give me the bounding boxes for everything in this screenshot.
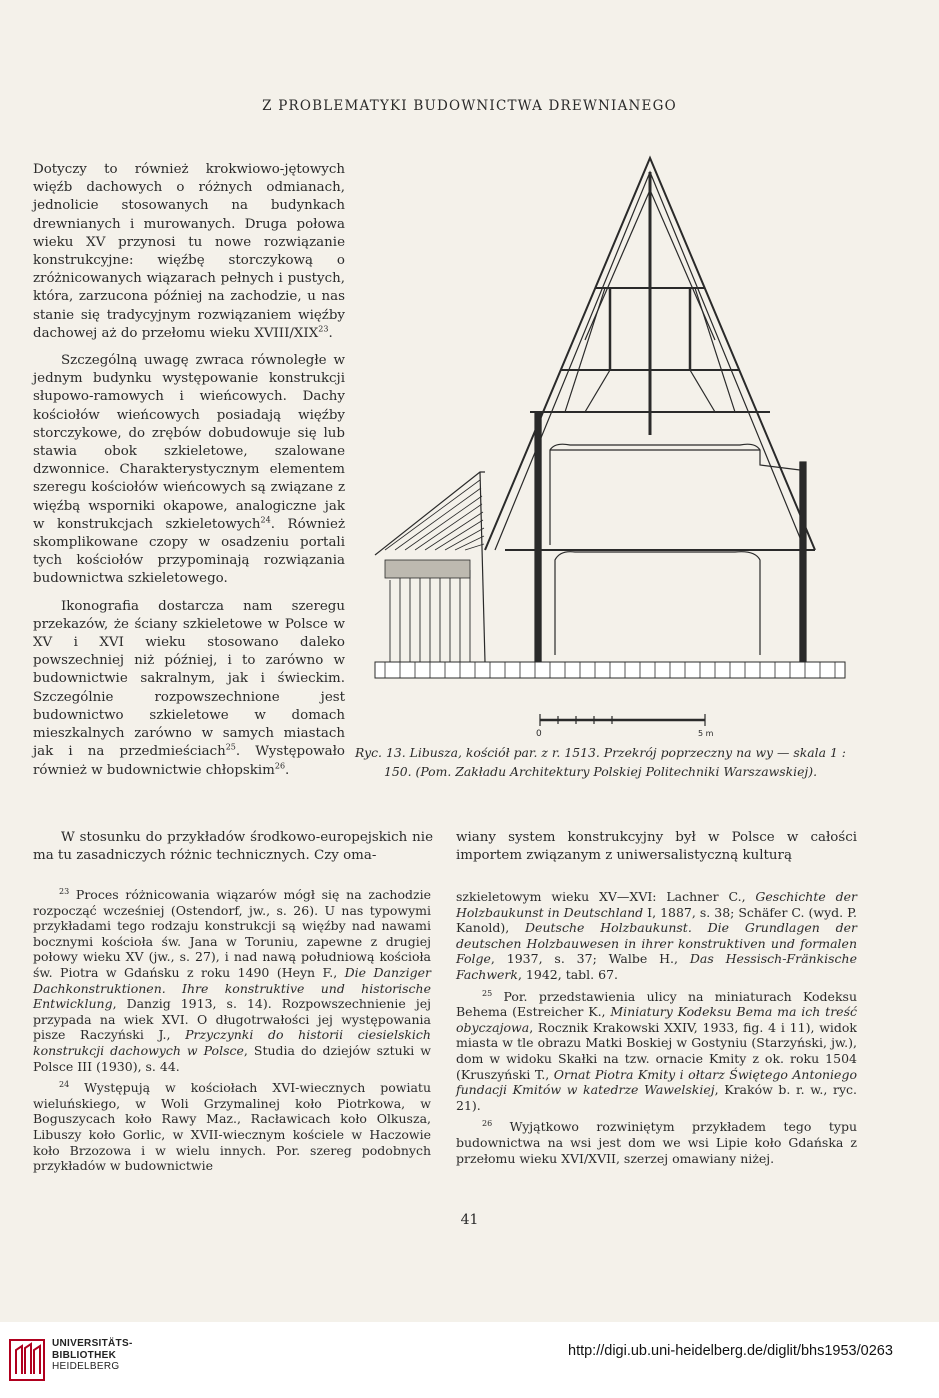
footnote-ref-24[interactable]: 24 bbox=[260, 515, 271, 525]
spanning-line-right: wiany system konstrukcyjny był w Polsce w całości importem związanym z uniwersalistyczną kulturą bbox=[456, 830, 857, 864]
library-name: UNIVERSITÄTS- BIBLIOTHEK HEIDELBERG bbox=[52, 1338, 133, 1372]
footnote-ref-26[interactable]: 26 bbox=[274, 761, 286, 771]
figure-caption: Ryc. 13. Libusza, kościół par. z r. 1513. Przekrój poprzeczny na wy — skala 1 : 150. (Pom. Zakładu Architektury Polskiej Politechniki Warszawskiej). bbox=[355, 745, 846, 779]
university-library-logo-icon bbox=[8, 1334, 46, 1384]
footnote-24: $^{24}$ Występują w kościołach XVI-wiecznych powiatu wieluńskiego, w Woli Grzymalinej koło Piotrkowa, w Boguszycach koło Rawy Maz., Racławicach koło Olkusza, Libuszy koło Gorlic, w XVII-wiecznym kościele w Haczowie koło Brzozowa i w wielu innych. Por. szereg podobnych przykładów w budownictwie bbox=[33, 1079, 431, 1174]
scale-zero-label: 0 bbox=[536, 729, 542, 739]
footnote-23: $^{23}$ Proces różnicowania wiązarów mógł się na zachodzie rozpocząć wcześniej (Ostendorf, jw., s. 26). U nas typowymi przykładami tego rodzaju konstrukcji są więźby nad nawami bocznymi kościoła św. Jana w Toruniu, zapewne z drugiej połowy wieku XV (jw., s. 27), i nad nawą południową kościoła św. Piotra w Gdańsku z roku 1490 (Heyn F., Die Danziger Dachkonstruktionen. Ihre konstruktive und historische Entwicklung, Danzig 1913, s. 14). Rozpowszechnienie jej przypada na wiek XVI. O długotrwałości jej występowania pisze Raczyński J., Przyczynki do historii ciesielskich konstrukcji dachowych w Polsce, Studia do dziejów sztuki w Polsce III (1930), s. 44. bbox=[33, 886, 431, 1074]
source-url-link[interactable]: http://digi.ub.uni-heidelberg.de/diglit/bhs1953/0263 bbox=[568, 1343, 893, 1359]
footnote-ref-25[interactable]: 25 bbox=[225, 742, 236, 752]
footnotes-right bbox=[456, 889, 857, 1166]
footnote-26: $^{26}$ Wyjątkowo rozwiniętym przykładem tego typu budownictwa na wsi jest dom we wsi Lipie koło Gdańska z przełomu wieku XVI/XVII, szerzej omawiany niżej. bbox=[456, 1119, 857, 1166]
running-header: Z PROBLEMATYKI BUDOWNICTWA DREWNIANEGO bbox=[262, 98, 677, 114]
page-number: 41 bbox=[460, 1212, 479, 1228]
footnote-24-continued: szkieletowym wieku XV—XVI: Lachner C., Geschichte der Holzbaukunst in Deutschland I, 1887, s. 38; Schäfer C. (wyd. P. Kanold), Deutsche Holzbaukunst. Die Grundlagen der deutschen Holzbauwesen in ihrer konstruktiven und formalen Folge, 1937, s. 37; Walbe H., Das Hessisch-Fränkische Fachwerk, 1942, tabl. 67. bbox=[456, 889, 858, 982]
paragraph-2: Szczególną uwagę zwraca równoległe w jednym budynku występowanie konstrukcji słupowo-ramowych i wieńcowych. Dachy kościołów wieńcowych posiadają więźby storczykowe, do zrębów dobudowuje się lub stawia obok szkieletowe, szalowane dzwonnice. Charakterystycznym elementem szeregu kościołów wieńcowych są związane z więźbą wsporniki okapowe, analogiczne jak w konstrukcjach szkieletowych$^{24}$. Również skomplikowane czopy w osadzeniu portali tych kościołów przypominają rozwiązania budownictwa szkieletowego. bbox=[33, 353, 345, 587]
left-column bbox=[33, 161, 345, 780]
footnotes-left bbox=[33, 887, 431, 1174]
spanning-line-left: W stosunku do przykładów środkowo-europejskich nie ma tu zasadniczych różnic technicznych. Czy oma- bbox=[33, 830, 433, 864]
footer-bar bbox=[0, 1322, 939, 1398]
church-cross-section-drawing bbox=[355, 150, 855, 740]
scale-5m-label: 5 m bbox=[698, 729, 714, 738]
footnote-ref-23[interactable]: 23 bbox=[318, 324, 329, 334]
footnote-25: $^{25}$ Por. przedstawienia ulicy na miniaturach Kodeksu Behema (Estreicher K., Miniatury Kodeksu Bema ma ich treść obyczajowa, Rocznik Krakowski XXIV, 1933, fig. 4 i 11), widok miasta w tle obrazu Matki Boskiej w Gostyniu (Starzyński, jw.), dom w widoku Skałki na tzw. ornacie Kmity z ok. roku 1504 (Kruszyński T., Ornat Piotra Kmity i ołtarz Świętego Antoniego fundacji Kmitów w katedrze Wawelskiej, Kraków b. r. w., ryc. 21). bbox=[456, 988, 857, 1113]
paragraph-1: Dotyczy to również krokwiowo-jętowych więźb dachowych o różnych odmianach, jednolicie stosowanych na budynkach drewnianych i murowanych. Druga połowa wieku XV przynosi tu nowe rozwiązanie konstrukcyjne: więźbę storczykową o zróżnicowanych wiązarach pełnych i pustych, która, zarzucona później na zachodzie, u nas stanie się tradycyjnym rozwiązaniem więźby dachowej aż do przełomu wieku XVIII/XIX$^{23}$. bbox=[33, 162, 345, 341]
paragraph-3: Ikonografia dostarcza nam szeregu przekazów, że ściany szkieletowe w Polsce w XV i XVI wieku stosowano daleko powszechniej niż później, i to zarówno w budownictwie sakralnym, jak i świeckim. Szczególnie rozpowszechnione jest budownictwo szkieletowe w domach mieszkalnych zarówno w samych miastach jak i na przedmieściach$^{25}$. Występowało również w budownictwie chłopskim$^{26}$. bbox=[33, 598, 345, 778]
